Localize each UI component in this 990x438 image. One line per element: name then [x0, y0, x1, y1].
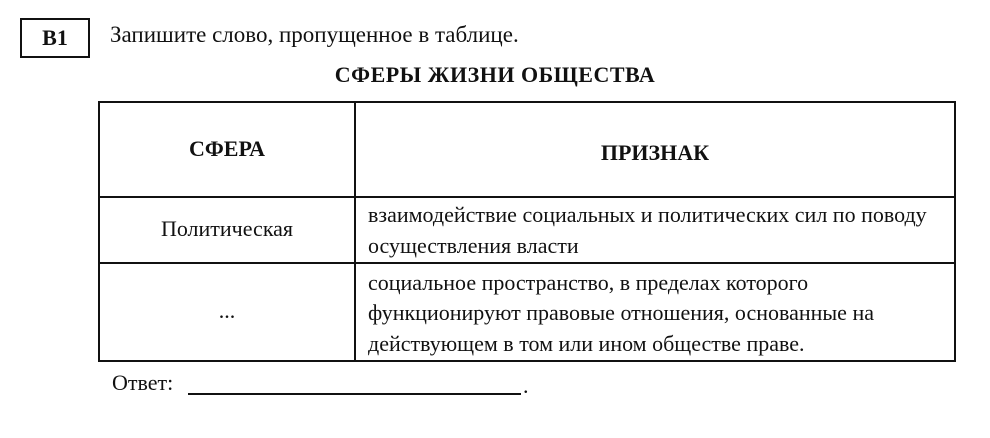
table-row	[99, 197, 955, 263]
feature-cell: взаимодействие социальных и политических сил по поводу осуществления власти	[355, 197, 955, 263]
sphere-cell: Политическая	[99, 197, 355, 263]
answer-end-mark: .	[523, 373, 529, 398]
header-feature: ПРИЗНАК	[355, 102, 955, 197]
missing-sphere-cell: ...	[99, 263, 355, 361]
table-row	[99, 263, 955, 361]
table-header-row	[99, 102, 955, 197]
task-number: B1	[42, 25, 68, 50]
spheres-table	[98, 101, 956, 362]
task-instruction: Запишите слово, пропущенное в таблице.	[110, 22, 519, 47]
answer-blank-line[interactable]	[188, 393, 521, 395]
task-number-box	[20, 18, 90, 58]
answer-label: Ответ:	[112, 370, 174, 395]
header-sphere: СФЕРА	[99, 102, 355, 197]
table-title: СФЕРЫ ЖИЗНИ ОБЩЕСТВА	[334, 62, 656, 87]
feature-cell: социальное пространство, в пределах которого функционируют правовые отношения, основанные на действующем в том или ином обществе праве.	[355, 263, 955, 361]
